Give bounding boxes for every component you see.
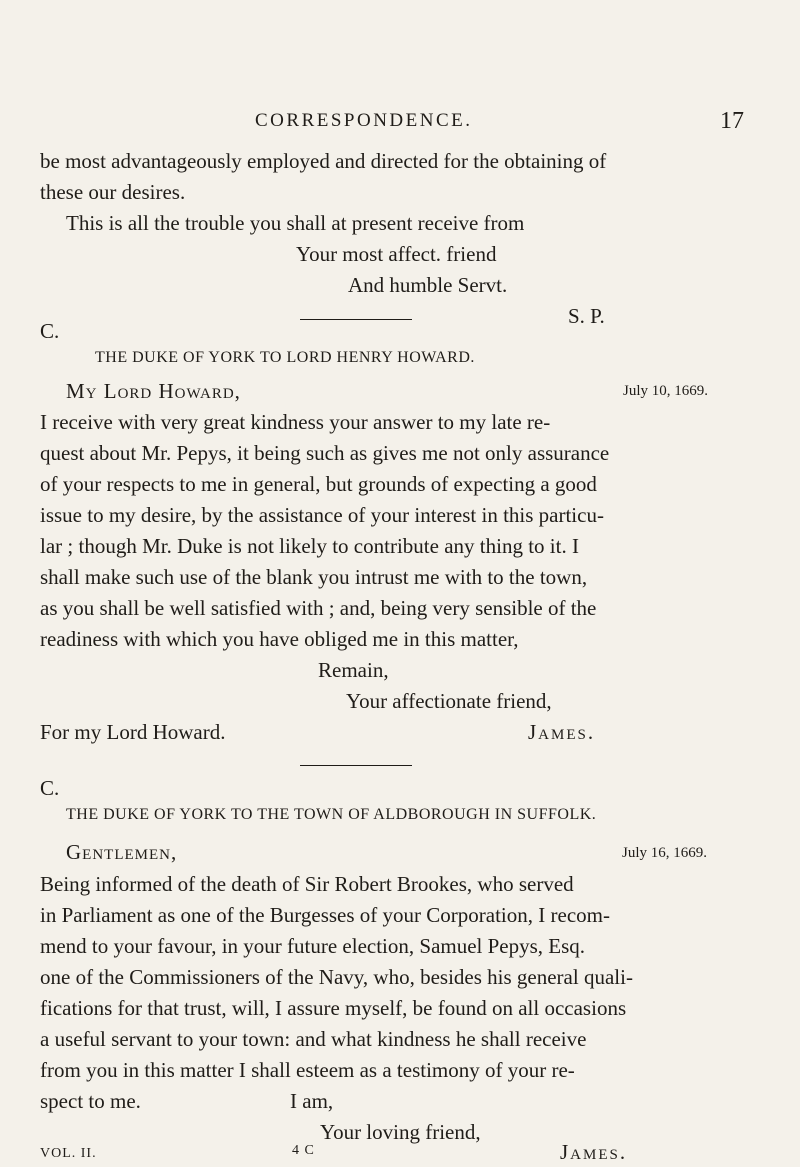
- text-line: quest about Mr. Pepys, it being such as gives me not only assurance: [40, 441, 610, 465]
- text-line: mend to your favour, in your future election, Samuel Pepys, Esq.: [40, 934, 586, 958]
- text-line: from you in this matter I shall esteem as a testimony of your re-: [40, 1058, 575, 1082]
- text-line: shall make such use of the blank you intrust me with to the town,: [40, 565, 588, 589]
- letter-heading: THE DUKE OF YORK TO THE TOWN OF ALDBOROUGH IN SUFFOLK.: [66, 806, 597, 823]
- letter-date: July 10, 1669.: [623, 383, 709, 399]
- text-line: one of the Commissioners of the Navy, who, besides his general quali-: [40, 965, 633, 989]
- closing-line: And humble Servt.: [348, 273, 508, 297]
- text-line: readiness with which you have obliged me in this matter,: [40, 627, 519, 651]
- text-line: of your respects to me in general, but grounds of expecting a good: [40, 472, 597, 496]
- text-line: I receive with very great kindness your answer to my late re-: [40, 410, 551, 434]
- page-number: 17: [720, 108, 744, 134]
- text-line: This is all the trouble you shall at present receive from: [66, 211, 525, 235]
- addressee: For my Lord Howard.: [40, 720, 226, 744]
- letter-label: C.: [40, 776, 60, 800]
- signature: James.: [528, 720, 596, 744]
- letter-heading: THE DUKE OF YORK TO LORD HENRY HOWARD.: [95, 349, 475, 366]
- text-line: Being informed of the death of Sir Robert Brookes, who served: [40, 872, 574, 896]
- text-line: lar ; though Mr. Duke is not likely to contribute any thing to it. I: [40, 534, 579, 558]
- text-line: spect to me.: [40, 1089, 141, 1113]
- section-divider: [300, 319, 412, 320]
- signature-mark: 4 C: [292, 1143, 315, 1158]
- volume-mark: VOL. II.: [40, 1146, 97, 1161]
- section-divider: [300, 765, 412, 766]
- running-title: CORRESPONDENCE.: [255, 110, 473, 131]
- salutation: Gentlemen,: [66, 840, 178, 864]
- text-line: in Parliament as one of the Burgesses of your Corporation, I recom-: [40, 903, 610, 927]
- text-line: I am,: [290, 1089, 334, 1113]
- text-line: be most advantageously employed and directed for the obtaining of: [40, 149, 607, 173]
- signature: James.: [560, 1140, 628, 1164]
- text-line: fications for that trust, will, I assure myself, be found on all occasions: [40, 996, 627, 1020]
- letter-label: C.: [40, 319, 60, 343]
- letter-date: July 16, 1669.: [622, 845, 708, 861]
- text-line: a useful servant to your town: and what kindness he shall receive: [40, 1027, 587, 1051]
- signature: S. P.: [568, 304, 605, 328]
- closing-line: Your affectionate friend,: [346, 689, 552, 713]
- text-line: these our desires.: [40, 180, 186, 204]
- salutation: My Lord Howard,: [66, 379, 241, 403]
- closing-line: Your most affect. friend: [296, 242, 497, 266]
- text-line: as you shall be well satisfied with ; and, being very sensible of the: [40, 596, 597, 620]
- text-line: issue to my desire, by the assistance of your interest in this particu-: [40, 503, 604, 527]
- closing-line: Remain,: [318, 658, 389, 682]
- closing-line: Your loving friend,: [320, 1120, 481, 1144]
